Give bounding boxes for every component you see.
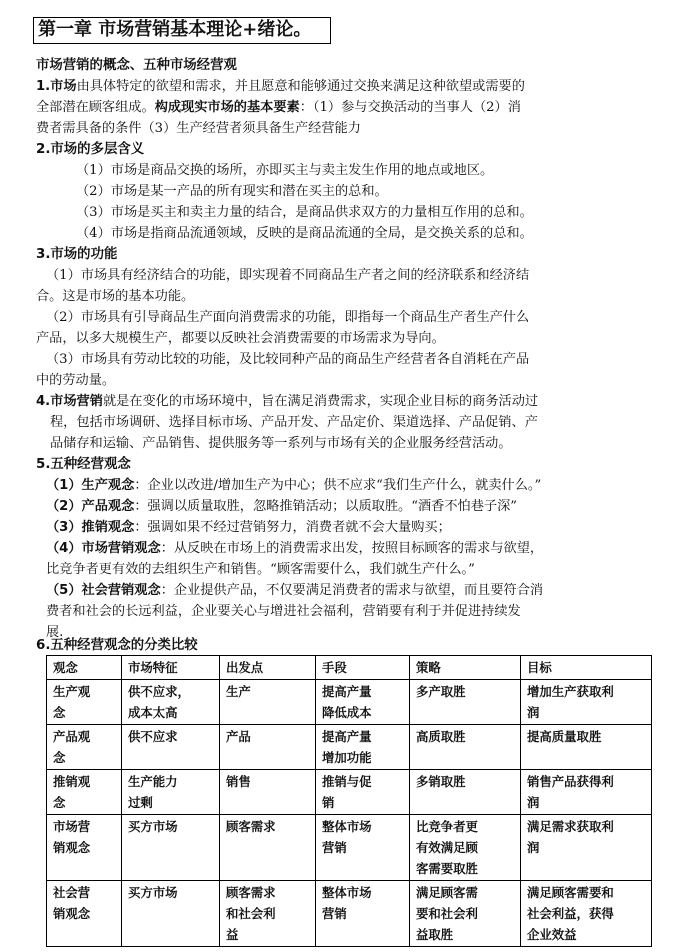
table-cell-line: 提高质量取胜 — [527, 729, 602, 744]
s4-line-2: 程，包括市场调研、选择目标市场、产品开发、产品定价、渠道选择、产品促销、产 — [50, 415, 538, 430]
s1-text-1: 由具体特定的欲望和需求，并且愿意和能够通过交换来满足这种欲望或需要的 — [76, 79, 525, 94]
table-cell-line: 推销与促 — [322, 774, 372, 789]
table-cell — [122, 680, 220, 725]
s5-p5-label: （5）社会营销观念 — [46, 583, 161, 598]
table-cell-line: 提高产量 — [322, 729, 372, 744]
s5-heading: 5.五种经营观念 — [36, 457, 131, 472]
table-cell-line: 提高产量 — [322, 684, 372, 699]
table-cell — [122, 725, 220, 770]
table-cell — [316, 770, 410, 815]
table-cell-line: 成本太高 — [128, 705, 178, 720]
table-header-cell: 目标 — [521, 656, 652, 680]
s1-line-1 — [36, 76, 525, 97]
table-cell — [122, 815, 220, 881]
s5-p5-line-2: 费者和社会的长远利益，企业要关心与增进社会福利，营销要有利于并促进持续发 — [46, 604, 521, 619]
s1-text-2: 全部潜在顾客组成。 — [36, 100, 155, 115]
table-cell-line: 高质取胜 — [416, 729, 466, 744]
table-cell-line: 顾客需求 — [226, 885, 276, 900]
s5-p3-label: （3）推销观念 — [46, 520, 135, 535]
table-row — [47, 881, 652, 947]
comparison-table — [46, 655, 652, 947]
table-cell-line: 润 — [527, 795, 540, 810]
table-cell-line: 供不应求 — [128, 729, 178, 744]
s2-item: （4）市场是指商品流通领域，反映的是商品流通的全局，是交换关系的总和。 — [76, 226, 533, 241]
s3-line: （3）市场具有劳动比较的功能，及比较同种产品的商品生产经营者各自消耗在产品 — [46, 352, 530, 367]
table-cell-line: 益取胜 — [416, 927, 454, 942]
table-cell-line: 销观念 — [53, 906, 91, 921]
table-cell-line: 买方市场 — [128, 819, 178, 834]
table-cell-line: 客需要取胜 — [416, 861, 478, 876]
table-cell-line: 过剩 — [128, 795, 153, 810]
table-cell — [220, 881, 316, 947]
s5-p4-line-2: 比竞争者更有效的去组织生产和销售。“顾客需要什么，我们就生产什么。” — [46, 562, 475, 577]
table-cell — [316, 815, 410, 881]
table-cell-line: 多产取胜 — [416, 684, 466, 699]
table-cell-line: 生产能力 — [128, 774, 178, 789]
s5-p4-label: （4）市场营销观念 — [46, 541, 161, 556]
table-cell-line: 增加生产获取利 — [527, 684, 614, 699]
table-cell-line: 产品 — [226, 729, 251, 744]
table-cell-line: 营销 — [322, 906, 347, 921]
s3-heading: 3.市场的功能 — [36, 247, 118, 262]
table-cell-line: 益 — [226, 927, 239, 942]
table-cell-line: 销 — [322, 795, 335, 810]
s1-line-3: 费者需具备的条件（3）生产经营者须具备生产经营能力 — [36, 121, 361, 136]
table-cell — [410, 770, 521, 815]
table-cell-line: 整体市场 — [322, 819, 372, 834]
table-cell — [521, 725, 652, 770]
table-cell — [316, 881, 410, 947]
s2-item: （2）市场是某一产品的所有现实和潜在买主的总和。 — [76, 184, 388, 199]
table-cell — [122, 881, 220, 947]
s5-p4-line-1 — [46, 538, 543, 559]
table-cell — [410, 881, 521, 947]
table-cell-line: 润 — [527, 840, 540, 855]
table-cell-line: 顾客需求 — [226, 819, 276, 834]
table-cell — [47, 815, 122, 881]
table-cell — [47, 770, 122, 815]
table-cell — [47, 725, 122, 770]
table-cell-line: 增加功能 — [322, 750, 372, 765]
s5-p1-label: （1）生产观念 — [46, 478, 135, 493]
s5-p2-label: （2）产品观念 — [46, 499, 135, 514]
s1-line-2 — [36, 97, 521, 118]
table-cell — [410, 680, 521, 725]
s2-item: （1）市场是商品交换的场所，亦即买主与卖主发生作用的地点或地区。 — [76, 163, 494, 178]
table-cell — [521, 815, 652, 881]
table-cell — [521, 680, 652, 725]
chapter-title: 第一章 市场营销基本理论+绪论。 — [33, 17, 331, 44]
s5-p4-text-1: ：从反映在市场上的消费需求出发，按照目标顾客的需求与欲望， — [160, 541, 544, 556]
table-header-cell: 手段 — [316, 656, 410, 680]
table-cell — [521, 881, 652, 947]
table-cell-line: 多销取胜 — [416, 774, 466, 789]
s5-p5-line-1 — [46, 580, 543, 601]
table-header-cell: 观念 — [47, 656, 122, 680]
table-cell-line: 念 — [53, 795, 66, 810]
s4-line-1 — [36, 391, 538, 412]
s5-p5-text-1: ：企业提供产品，不仅要满足消费者的需求与欲望，而且要符合消 — [160, 583, 544, 598]
table-header-cell: 策略 — [410, 656, 521, 680]
table-row — [47, 725, 652, 770]
table-cell-line: 满足顾客需要和 — [527, 885, 614, 900]
table-row — [47, 770, 652, 815]
table-cell-line: 念 — [53, 705, 66, 720]
table-cell-line: 要和社会利 — [416, 906, 478, 921]
table-cell-line: 比竞争者更 — [416, 819, 478, 834]
table-cell-line: 和社会利 — [226, 906, 276, 921]
table-cell — [410, 725, 521, 770]
table-cell-line: 满足需求获取利 — [527, 819, 614, 834]
s5-p2 — [46, 496, 517, 517]
table-cell — [220, 815, 316, 881]
table-cell-line: 营销 — [322, 840, 347, 855]
table-row — [47, 815, 652, 881]
s2-item: （3）市场是买主和卖主力量的结合，是商品供求双方的力量相互作用的总和。 — [76, 205, 533, 220]
table-cell — [220, 680, 316, 725]
table-header-cell: 市场特征 — [122, 656, 220, 680]
table-cell-line: 市场营 — [53, 819, 91, 834]
table-cell-line: 润 — [527, 705, 540, 720]
section-heading: 市场营销的概念、五种市场经营观 — [36, 58, 237, 73]
table-cell-line: 念 — [53, 750, 66, 765]
s1-term: 1.市场 — [36, 79, 77, 94]
table-cell — [47, 680, 122, 725]
table-cell — [220, 770, 316, 815]
s2-heading: 2.市场的多层含义 — [36, 142, 145, 157]
s5-p2-text: ：强调以质量取胜，忽略推销活动；以质取胜。“酒香不怕巷子深” — [134, 499, 518, 514]
s3-line: （1）市场具有经济结合的功能，即实现着不同商品生产者之间的经济联系和经济结 — [46, 268, 530, 283]
table-cell-line: 供不应求， — [128, 684, 190, 699]
table-cell-line: 企业效益 — [527, 927, 577, 942]
s3-line: 产品，以多大规模生产，都要以反映社会消费需要的市场需求为导向。 — [36, 331, 445, 346]
table-cell-line: 满足顾客需 — [416, 885, 478, 900]
table-cell-line: 降低成本 — [322, 705, 372, 720]
s4-line-3: 品储存和运输、产品销售、提供服务等一系列与市场有关的企业服务经营活动。 — [50, 436, 512, 451]
table-cell-line: 生产观 — [53, 684, 91, 699]
table-cell-line: 社会利益，获得 — [527, 906, 614, 921]
table-cell — [316, 680, 410, 725]
s5-p3 — [46, 517, 451, 538]
s5-p1 — [46, 475, 541, 496]
table-cell — [220, 725, 316, 770]
s3-line: 合。这是市场的基本功能。 — [36, 289, 195, 304]
table-cell-line: 销售 — [226, 774, 251, 789]
table-cell-line: 整体市场 — [322, 885, 372, 900]
s1-text-3: ：（1）参与交换活动的当事人（2）消 — [299, 100, 521, 115]
s5-p1-text: ：企业以改进/增加生产为中心；供不应求“我们生产什么，就卖什么。” — [134, 478, 542, 493]
s4-term: 4.市场营销 — [36, 394, 103, 409]
s3-line: （2）市场具有引导商品生产面向消费需求的功能，即指每一个商品生产者生产什么 — [46, 310, 530, 325]
s4-text-1: 就是在变化的市场环境中，旨在满足消费需求，实现企业目标的商务活动过 — [102, 394, 539, 409]
table-cell — [47, 881, 122, 947]
table-cell — [122, 770, 220, 815]
s5-p3-text: ：强调如果不经过营销努力，消费者就不会大量购买； — [134, 520, 451, 535]
table-cell-line: 社会营 — [53, 885, 91, 900]
s6-heading: 6.五种经营观念的分类比较 — [36, 638, 198, 653]
table-header-cell: 出发点 — [220, 656, 316, 680]
table-cell-line: 有效满足顾 — [416, 840, 478, 855]
table-cell — [521, 770, 652, 815]
table-row — [47, 680, 652, 725]
s3-line: 中的劳动量。 — [36, 373, 116, 388]
table-cell-line: 销观念 — [53, 840, 91, 855]
table-header-row — [47, 656, 652, 680]
s1-elements-label: 构成现实市场的基本要素 — [154, 100, 300, 115]
table-cell — [410, 815, 521, 881]
s5-p5-line-3: 展. — [46, 625, 64, 640]
table-cell-line: 推销观 — [53, 774, 91, 789]
table-cell-line: 生产 — [226, 684, 251, 699]
table-cell-line: 买方市场 — [128, 885, 178, 900]
table-cell-line: 产品观 — [53, 729, 91, 744]
table-cell — [316, 725, 410, 770]
table-cell-line: 销售产品获得利 — [527, 774, 614, 789]
